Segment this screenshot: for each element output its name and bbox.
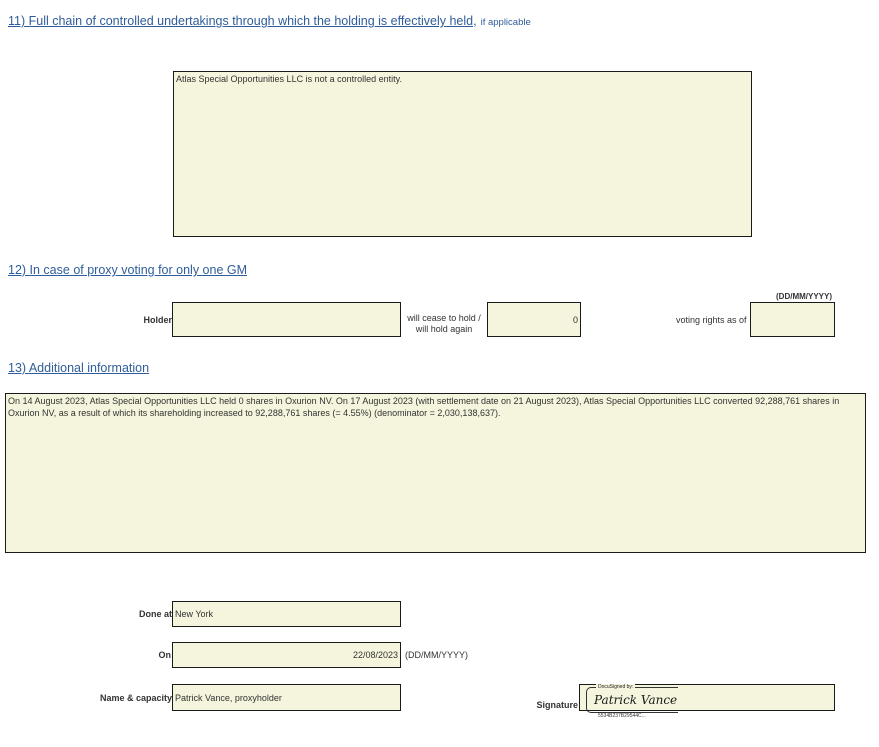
- voting-rights-count-field[interactable]: [487, 302, 581, 337]
- controlled-undertakings-field[interactable]: [173, 71, 752, 237]
- on-label: On: [158, 650, 171, 660]
- docusign-header: DocuSigned by:: [598, 684, 634, 690]
- cease-hold-label: [400, 313, 488, 335]
- done-at-value: New York: [175, 609, 214, 619]
- voting-rights-count-value: 0: [572, 314, 578, 325]
- signature-label: Signature: [536, 700, 578, 710]
- date-format-label: (DD/MM/YYYY): [776, 292, 832, 301]
- cease-hold-label-line1: will cease to hold /: [407, 313, 481, 323]
- section-12-title: 12) In case of proxy voting for only one GM: [8, 263, 248, 277]
- date-field[interactable]: [172, 642, 401, 668]
- name-capacity-value: Patrick Vance, proxyholder: [175, 692, 282, 703]
- additional-information-field[interactable]: [5, 393, 866, 553]
- section-11-title-text: 11) Full chain of controlled undertakings through which the holding is effectively held,: [8, 14, 477, 28]
- signature-field[interactable]: [579, 684, 835, 719]
- signature-handwriting: Patrick Vance: [594, 693, 678, 707]
- section-11-title: [8, 14, 531, 28]
- holder-label: Holder: [143, 315, 172, 325]
- done-at-field[interactable]: [172, 601, 401, 627]
- name-capacity-field[interactable]: [172, 684, 401, 711]
- cease-hold-label-line2: will hold again: [415, 323, 473, 334]
- voting-rights-date-field[interactable]: [750, 302, 835, 337]
- docusign-envelope-id: 5534B237B29544C...: [598, 713, 646, 719]
- date-value: 22/08/2023: [352, 650, 398, 660]
- done-at-label: Done at: [138, 609, 172, 619]
- controlled-undertakings-text: Atlas Special Opportunities LLC is not a controlled entity.: [176, 74, 402, 84]
- additional-information-text: On 14 August 2023, Atlas Special Opportunities LLC held 0 shares in Oxurion NV. On 17 August 2023 (with settlement date on 21 August 2023), Atlas Special Opportunities LLC converted 92,288,761 shares in Oxurion NV, as a result of which its shareholding increased to 92,288,761 shares (= 4.55%) (denominator = 2,030,138,637).: [8, 396, 840, 418]
- name-capacity-label: Name & capacity: [99, 693, 172, 703]
- voting-rights-as-of-label: voting rights as of: [676, 315, 747, 325]
- section-11-note: if applicable: [480, 17, 531, 28]
- holder-field[interactable]: [172, 302, 401, 337]
- date-format-note: (DD/MM/YYYY): [405, 650, 468, 660]
- section-13-title: 13) Additional information: [8, 361, 150, 375]
